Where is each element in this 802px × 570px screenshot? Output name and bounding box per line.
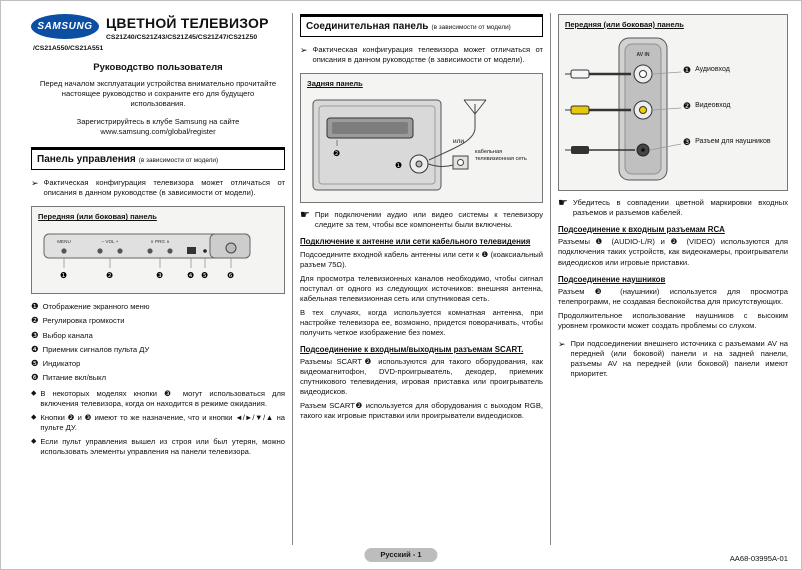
cable-network-label: кабельная телевизионная сеть <box>475 149 527 163</box>
audio-jack-pin <box>640 71 647 78</box>
antenna-heading: Подключение к антенне или сети кабельного телевидения <box>300 237 531 247</box>
menu-label: MENU <box>57 239 71 245</box>
item-number: ❻ <box>31 372 39 383</box>
callout-lines <box>64 258 231 268</box>
note-bullet <box>31 437 285 457</box>
priority-note-text: При подсоединении внешнего источника с разъемами AV на передней (или боковой) панели и на задней панели, разъемы AV на передней (или боковой) панели имеют приоритет. <box>570 339 788 379</box>
side-panel-svg <box>565 34 685 184</box>
item-text: Индикатор <box>42 359 81 369</box>
vol-down-button <box>97 249 102 254</box>
section-title: Соединительная панель <box>306 21 429 32</box>
vol-label: – VOL + <box>101 239 119 245</box>
arrow-marker-icon: ➢ <box>300 45 308 56</box>
paragraph: Продолжительное использование наушников с высоким уровнем громкости может создать проблемы со слухом. <box>558 310 788 330</box>
list-item <box>31 330 285 341</box>
note-bullet <box>31 389 285 409</box>
paragraph: Разъем ❸ (наушники) используется для просмотра телепрограмм, не создавая беспокойства для присутствующих. <box>558 286 788 306</box>
remote-sensor <box>187 247 196 254</box>
rear-panel-box <box>300 73 543 203</box>
paragraph: Разъемы ❶ (AUDIO-L/R) и ❷ (VIDEO) используются для подключения таких устройств, как видеокамеры, проигрыватели видеодисков или игровые приставки. <box>558 237 788 267</box>
connection-panel-section-header <box>300 14 543 37</box>
page-title: ЦВЕТНОЙ ТЕЛЕВИЗОР <box>106 15 269 31</box>
config-note-text: Фактическая конфигурация телевизора может отличаться от описания в данном руководстве (в зависимости от модели). <box>312 45 543 65</box>
item-number: ❺ <box>31 358 39 369</box>
document-code: AA68-03995A-01 <box>729 553 788 563</box>
title-block <box>106 14 269 43</box>
rf-antenna-pin <box>416 161 422 167</box>
callout-3: ❸ <box>156 271 164 281</box>
scart-heading: Подсоединение к входным/выходным разъемам SCART. <box>300 344 524 354</box>
hand-note-text: При подключении аудио или видео системы к телевизору следите за тем, чтобы все компоненты были включены. <box>314 210 543 230</box>
cable-socket-pin <box>458 160 464 166</box>
priority-note <box>558 339 788 379</box>
control-panel-section-header <box>31 147 285 170</box>
item-number: ❶ <box>31 301 39 312</box>
section-title: Панель управления <box>37 154 136 166</box>
list-item <box>31 301 285 312</box>
register-url: www.samsung.com/global/register <box>100 127 216 136</box>
list-item <box>31 315 285 326</box>
register-text <box>31 117 285 137</box>
indicator-led <box>203 249 207 253</box>
diamond-icon: ◆ <box>31 413 37 421</box>
paragraph: Разъем SCART❷ используется для оборудования с выходом RGB, такого как игровые приставки или проигрыватели видеодисков. <box>300 401 543 421</box>
callout-row <box>683 66 787 75</box>
callout-label: Видеовход <box>695 102 731 110</box>
paragraph: Разъемы SCART❷ используются для такого оборудования, как видеомагнитофон, DVD-проигрыватель, декодер, приемник спутникового телевидения, игровая приставка или проигрыватель видеодисков. <box>300 357 543 397</box>
hand-note-text: Убедитесь в совпадении цветной маркировки входных разъемов и разъемов кабелей. <box>572 198 788 218</box>
prg-label: ∨ PRG ∧ <box>150 239 170 245</box>
hand-note <box>558 198 788 218</box>
note-bullet <box>31 413 285 433</box>
model-list-line1: CS21Z40/CS21Z43/CS21Z45/CS21Z47/CS21Z50 <box>106 34 258 42</box>
side-panel-box-title: Передняя (или боковая) панель <box>565 20 684 29</box>
intro-text: Перед началом эксплуатации устройства внимательно прочитайте настоящее руководство и сохраните его для будущего использования. <box>39 78 277 108</box>
rear-panel-svg <box>307 92 536 196</box>
item-text: Питание вкл/выкл <box>42 373 107 383</box>
register-line1: Зарегистрируйтесь в клубе Samsung на сайте <box>76 116 240 126</box>
menu-button <box>61 249 66 254</box>
pointing-hand-icon: ☛ <box>300 209 310 222</box>
side-panel-illustration <box>565 34 781 184</box>
callout-4: ❹ <box>187 271 195 281</box>
front-panel-illustration <box>38 222 276 284</box>
paragraph: Для просмотра телевизионных каналов необходимо, чтобы сигнал поступал от одного из следующих источников: внешняя антенна, кабельная телевизионная сеть или спутниковая сеть. <box>300 273 543 303</box>
list-item <box>31 358 285 369</box>
or-label: или <box>453 138 465 146</box>
front-panel-box-title: Передняя (или боковая) панель <box>38 212 157 222</box>
item-text: Выбор канала <box>42 330 93 340</box>
callout-2: ❷ <box>106 271 114 281</box>
paragraph: Подсоедините входной кабель антенны или сети к ❶ (коаксиальный разъем 75Ω). <box>300 249 543 269</box>
item-number: ❷ <box>31 315 39 326</box>
column-divider <box>550 13 551 545</box>
note-text: В некоторых моделях кнопки ❸ могут использоваться для включения телевизора, когда он находится в режиме ожидания. <box>40 388 285 408</box>
rear-panel-body <box>313 100 441 190</box>
item-text: Отображение экранного меню <box>42 302 150 312</box>
callout-label: Аудиовход <box>695 66 730 74</box>
diamond-icon: ◆ <box>31 389 37 397</box>
callout-1: ❶ <box>60 271 68 281</box>
note-text: Если пульт управления вышел из строя или был утерян, можно использовать элементы управления на панели телевизора. <box>40 436 285 456</box>
callout-number: ❶ <box>683 65 692 76</box>
paragraph: В тех случаях, когда используется комнатная антенна, при настройке телевизора ее, возможно, придется поворачивать, чтобы получить четкое изображение без помех. <box>300 307 543 337</box>
section-note: (в зависимости от модели) <box>431 24 511 31</box>
callout-number: ❸ <box>683 137 692 148</box>
left-column <box>31 14 285 457</box>
manual-subtitle: Руководство пользователя <box>93 62 223 74</box>
notes-list <box>31 389 285 457</box>
middle-column <box>300 14 543 425</box>
rear-panel-box-title: Задняя панель <box>307 79 363 89</box>
callout-5: ❺ <box>201 271 209 281</box>
callout-label: Разъем для наушников <box>695 138 771 146</box>
samsung-logo-text: SAMSUNG <box>37 20 93 32</box>
hand-note <box>300 210 543 230</box>
list-item <box>31 344 285 355</box>
prg-down-button <box>147 249 152 254</box>
model-list-line2: /CS21A550/CS21A551 <box>33 45 104 53</box>
scart-callout: ❷ <box>333 149 341 159</box>
callout-row <box>683 102 787 111</box>
scart-pins <box>332 122 408 134</box>
rf-callout: ❶ <box>395 161 403 171</box>
callout-6: ❻ <box>227 271 235 281</box>
pointing-hand-icon: ☛ <box>558 197 568 210</box>
config-note <box>31 178 285 198</box>
side-panel-box <box>558 14 788 191</box>
note-text: Кнопки ❷ и ❸ имеют то же назначение, что и кнопки ◄/►/▼/▲ на пульте ДУ. <box>40 412 285 432</box>
headphone-jack-pin <box>641 148 645 152</box>
samsung-logo <box>31 14 99 39</box>
column-divider <box>292 13 293 545</box>
footer-language-badge: Русский - 1 <box>364 548 437 562</box>
item-number: ❸ <box>31 329 39 340</box>
list-item <box>31 372 285 383</box>
item-text: Регулировка громкости <box>42 316 125 326</box>
video-jack-pin <box>640 107 647 114</box>
antenna-icon <box>464 100 486 128</box>
callout-row <box>683 138 787 147</box>
arrow-marker-icon: ➢ <box>31 178 39 189</box>
headphones-heading: Подсоединение наушников <box>558 274 666 284</box>
section-note: (в зависимости от модели) <box>138 157 219 165</box>
item-number: ❹ <box>31 343 39 354</box>
rca-heading: Подсоединение к входным разъемам RCA <box>558 225 725 235</box>
config-note-text: Фактическая конфигурация телевизора может отличаться от описания в данном руководстве (в зависимости от модели). <box>43 178 285 198</box>
power-button <box>226 243 236 253</box>
av-in-label: AV IN <box>636 52 650 59</box>
right-column <box>558 14 788 379</box>
brand-row <box>31 14 285 43</box>
rear-panel-illustration <box>307 92 536 196</box>
diamond-icon: ◆ <box>31 437 37 445</box>
prg-up-button <box>167 249 172 254</box>
item-text: Приемник сигналов пульта ДУ <box>42 344 150 354</box>
arrow-marker-icon: ➢ <box>558 339 566 349</box>
vol-up-button <box>117 249 122 254</box>
panel-items-list <box>31 301 285 383</box>
config-note <box>300 45 543 65</box>
front-panel-box <box>31 206 285 294</box>
callout-number: ❷ <box>683 101 692 112</box>
